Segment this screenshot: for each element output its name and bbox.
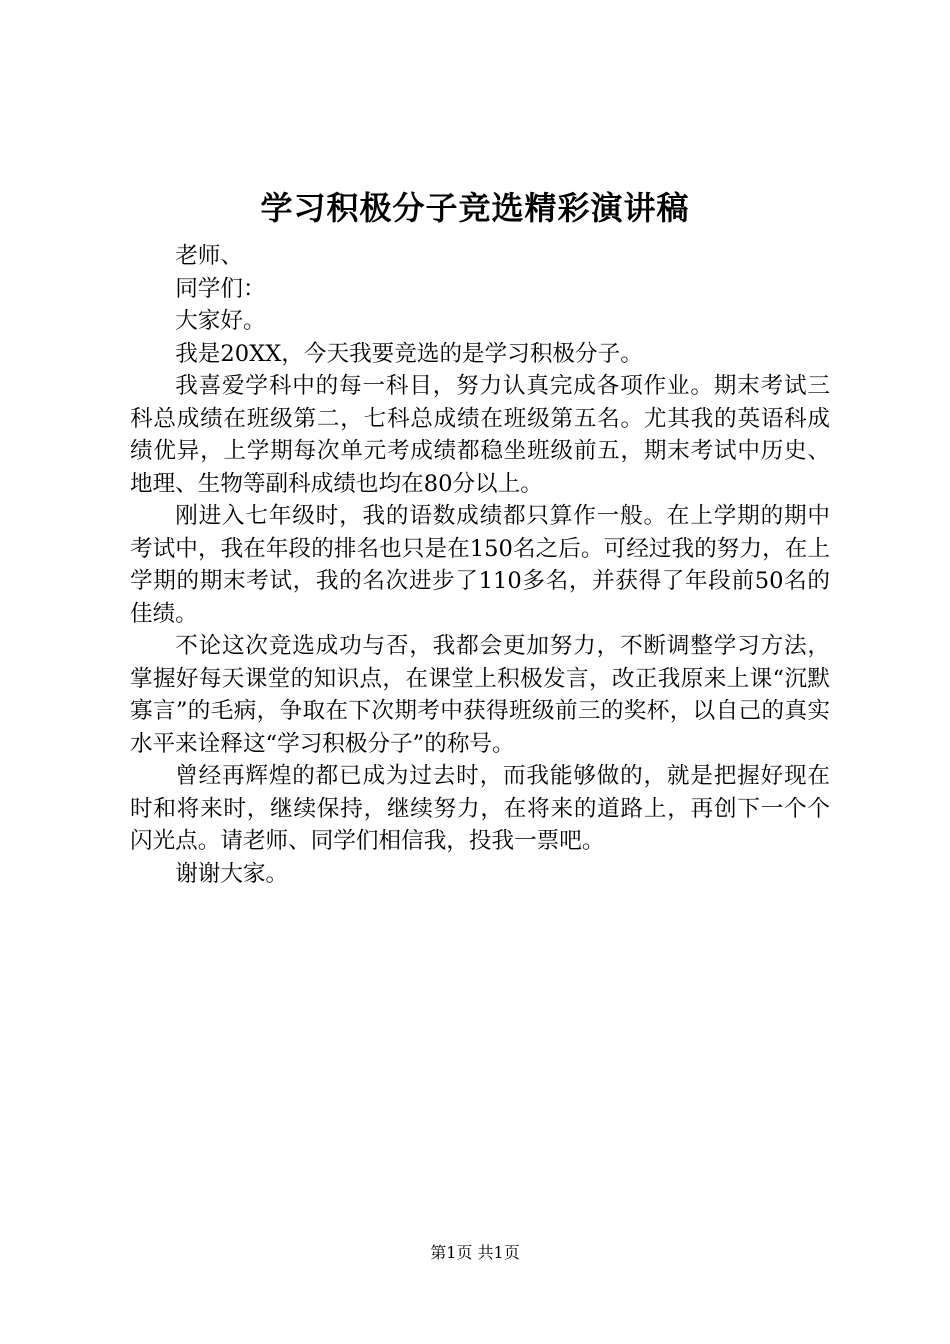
- paragraph-progress: 刚进入七年级时，我的语数成绩都只算作一般。在上学期的期中考试中，我在年段的排名也只是在150名之后。可经过我的努力，在上学期的期末考试，我的名次进步了110多名，并获得了年段前50名的佳绩。: [130, 503, 830, 627]
- paragraph-thanks: 谢谢大家。: [175, 860, 289, 887]
- salutation-teachers: 老师、: [175, 243, 243, 269]
- paragraph-closing: 曾经再辉煌的都已成为过去时，而我能够做的，就是把握好现在时和将来时，继续保持，继续努力，在将来的道路上，再创下一个个闪光点。请老师、同学们相信我，投我一票吧。: [130, 763, 830, 854]
- paragraph-commitment: 不论这次竞选成功与否，我都会更加努力，不断调整学习方法，掌握好每天课堂的知识点，在课堂上积极发言，改正我原来上课“沉默寡言”的毛病，争取在下次期考中获得班级前三的奖杯，以自己的真实水平来诠释这“学习积极分子”的称号。: [130, 633, 830, 757]
- document-title: 学习积极分子竞选精彩演讲稿: [260, 189, 690, 227]
- salutation-students: 同学们：: [175, 275, 266, 302]
- greeting: 大家好。: [175, 308, 266, 334]
- page-footer: 第1页 共1页: [430, 1243, 520, 1262]
- paragraph-achievements: 我喜爱学科中的每一科目，努力认真完成各项作业。期末考试三科总成绩在班级第二，七科总成绩在班级第五名。尤其我的英语科成绩优异，上学期每次单元考成绩都稳坐班级前五，期末考试中历史、地理、生物等副科成绩也均在80分以上。: [130, 373, 830, 497]
- paragraph-intro: 我是20XX，今天我要竞选的是学习积极分子。: [175, 340, 643, 367]
- document-body: [130, 240, 830, 890]
